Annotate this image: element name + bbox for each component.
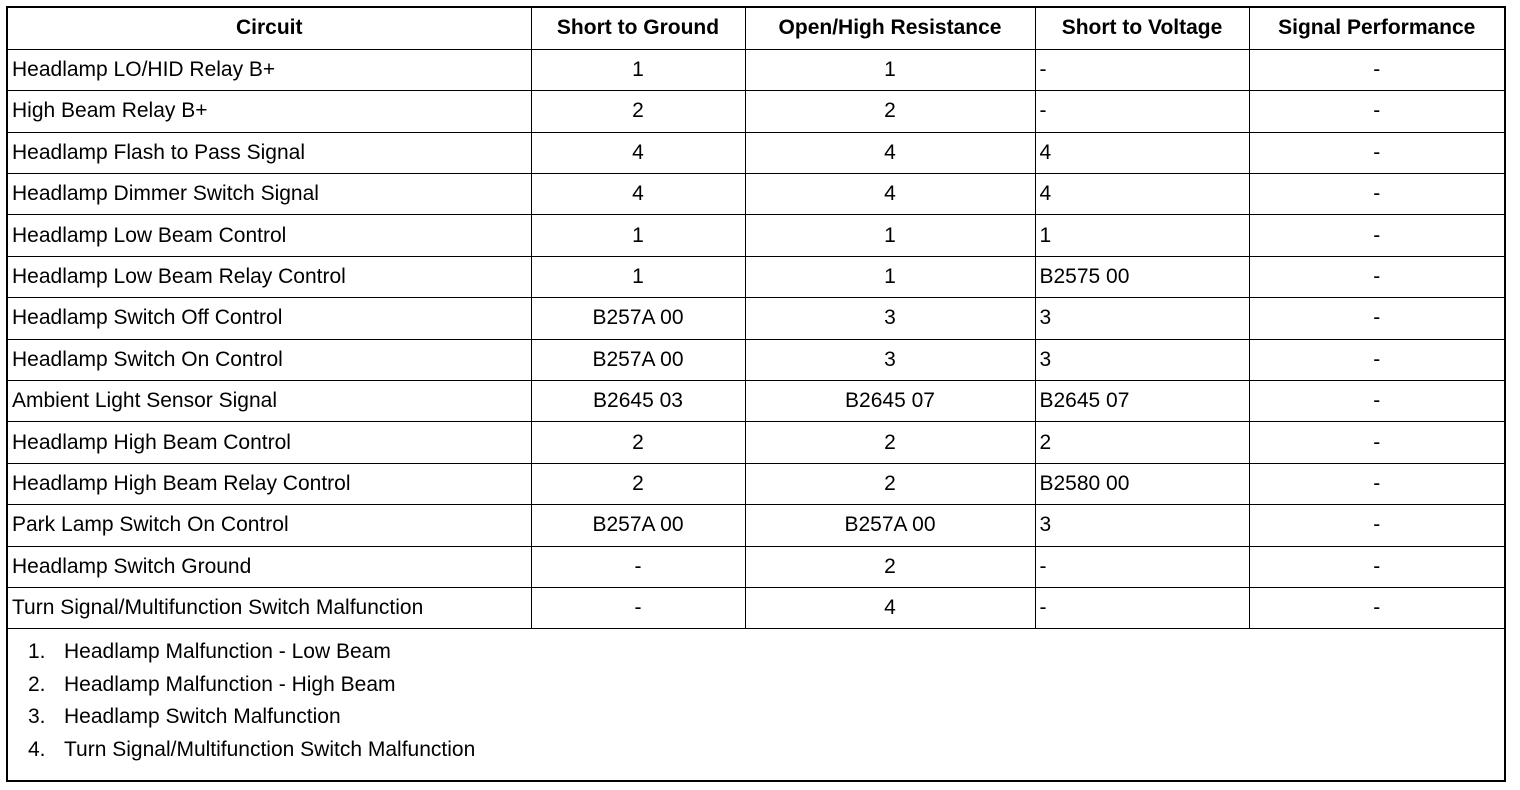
table-row: [8, 91, 1504, 132]
cell-short-to-ground: 4: [531, 174, 745, 215]
legend-item: [28, 734, 1504, 767]
table-row: [8, 298, 1504, 339]
cell-signal-performance: -: [1249, 256, 1504, 297]
legend-item: [28, 669, 1504, 702]
cell-short-to-ground: 2: [531, 91, 745, 132]
cell-signal-performance: -: [1249, 381, 1504, 422]
cell-signal-performance: -: [1249, 132, 1504, 173]
cell-signal-performance: -: [1249, 422, 1504, 463]
cell-signal-performance: -: [1249, 546, 1504, 587]
cell-short-to-ground: B2645 03: [531, 381, 745, 422]
cell-circuit: Turn Signal/Multifunction Switch Malfunction: [8, 587, 531, 628]
table-row: [8, 215, 1504, 256]
cell-circuit: Park Lamp Switch On Control: [8, 505, 531, 546]
cell-short-to-voltage: 1: [1035, 215, 1249, 256]
table-row: [8, 132, 1504, 173]
cell-short-to-voltage: 2: [1035, 422, 1249, 463]
cell-circuit: Headlamp Switch Ground: [8, 546, 531, 587]
header-circuit: Circuit: [8, 8, 531, 49]
header-open-high-resistance: Open/High Resistance: [745, 8, 1035, 49]
cell-circuit: Headlamp Switch On Control: [8, 339, 531, 380]
table-row: [8, 256, 1504, 297]
cell-short-to-voltage: B2580 00: [1035, 463, 1249, 504]
cell-signal-performance: -: [1249, 174, 1504, 215]
cell-short-to-voltage: 4: [1035, 132, 1249, 173]
cell-open-high-resistance: 4: [745, 587, 1035, 628]
cell-open-high-resistance: B2645 07: [745, 381, 1035, 422]
table-row: [8, 174, 1504, 215]
table-body: [8, 49, 1504, 628]
cell-short-to-ground: B257A 00: [531, 298, 745, 339]
cell-open-high-resistance: 4: [745, 174, 1035, 215]
table-row: [8, 339, 1504, 380]
cell-open-high-resistance: B257A 00: [745, 505, 1035, 546]
cell-open-high-resistance: 3: [745, 298, 1035, 339]
table-header-row: [8, 8, 1504, 49]
cell-circuit: Headlamp High Beam Relay Control: [8, 463, 531, 504]
legend-number: 1.: [28, 640, 46, 664]
cell-signal-performance: -: [1249, 215, 1504, 256]
cell-circuit: Headlamp Low Beam Control: [8, 215, 531, 256]
cell-short-to-ground: 1: [531, 49, 745, 90]
cell-short-to-voltage: 3: [1035, 505, 1249, 546]
legend-text: Headlamp Switch Malfunction: [64, 705, 341, 729]
legend-number: 4.: [28, 737, 46, 761]
table-row: [8, 505, 1504, 546]
table-row: [8, 587, 1504, 628]
legend-text: Turn Signal/Multifunction Switch Malfunction: [64, 737, 476, 761]
table-row: [8, 49, 1504, 90]
legend-text: Headlamp Malfunction - High Beam: [64, 672, 396, 696]
cell-open-high-resistance: 4: [745, 132, 1035, 173]
cell-short-to-ground: -: [531, 587, 745, 628]
cell-short-to-voltage: -: [1035, 587, 1249, 628]
cell-open-high-resistance: 2: [745, 422, 1035, 463]
cell-short-to-voltage: 3: [1035, 298, 1249, 339]
cell-circuit: Headlamp Flash to Pass Signal: [8, 132, 531, 173]
table-row: [8, 381, 1504, 422]
cell-short-to-ground: 1: [531, 215, 745, 256]
header-short-to-ground: Short to Ground: [531, 8, 745, 49]
cell-short-to-voltage: -: [1035, 49, 1249, 90]
cell-short-to-ground: B257A 00: [531, 505, 745, 546]
cell-short-to-voltage: 4: [1035, 174, 1249, 215]
cell-signal-performance: -: [1249, 587, 1504, 628]
dtc-document: [6, 6, 1506, 782]
cell-short-to-voltage: 3: [1035, 339, 1249, 380]
cell-signal-performance: -: [1249, 49, 1504, 90]
cell-short-to-ground: 2: [531, 422, 745, 463]
table-row: [8, 422, 1504, 463]
legend-item: [28, 636, 1504, 669]
cell-short-to-ground: 2: [531, 463, 745, 504]
cell-signal-performance: -: [1249, 298, 1504, 339]
cell-short-to-voltage: -: [1035, 91, 1249, 132]
cell-circuit: Headlamp Dimmer Switch Signal: [8, 174, 531, 215]
cell-circuit: High Beam Relay B+: [8, 91, 531, 132]
table-row: [8, 463, 1504, 504]
cell-short-to-voltage: B2645 07: [1035, 381, 1249, 422]
cell-circuit: Headlamp LO/HID Relay B+: [8, 49, 531, 90]
header-signal-performance: Signal Performance: [1249, 8, 1504, 49]
cell-circuit: Headlamp Low Beam Relay Control: [8, 256, 531, 297]
circuit-dtc-table: [8, 8, 1504, 629]
cell-signal-performance: -: [1249, 91, 1504, 132]
legend-list: [8, 629, 1504, 766]
legend-number: 2.: [28, 672, 46, 696]
cell-open-high-resistance: 1: [745, 49, 1035, 90]
cell-short-to-ground: 1: [531, 256, 745, 297]
cell-short-to-voltage: -: [1035, 546, 1249, 587]
cell-circuit: Headlamp Switch Off Control: [8, 298, 531, 339]
cell-signal-performance: -: [1249, 505, 1504, 546]
cell-open-high-resistance: 3: [745, 339, 1035, 380]
legend-number: 3.: [28, 705, 46, 729]
cell-open-high-resistance: 2: [745, 546, 1035, 587]
cell-open-high-resistance: 1: [745, 215, 1035, 256]
legend-item: [28, 701, 1504, 734]
header-short-to-voltage: Short to Voltage: [1035, 8, 1249, 49]
cell-signal-performance: -: [1249, 463, 1504, 504]
cell-short-to-voltage: B2575 00: [1035, 256, 1249, 297]
table-row: [8, 546, 1504, 587]
cell-circuit: Headlamp High Beam Control: [8, 422, 531, 463]
cell-open-high-resistance: 1: [745, 256, 1035, 297]
cell-short-to-ground: -: [531, 546, 745, 587]
cell-signal-performance: -: [1249, 339, 1504, 380]
cell-short-to-ground: 4: [531, 132, 745, 173]
cell-circuit: Ambient Light Sensor Signal: [8, 381, 531, 422]
cell-short-to-ground: B257A 00: [531, 339, 745, 380]
cell-open-high-resistance: 2: [745, 463, 1035, 504]
legend-text: Headlamp Malfunction - Low Beam: [64, 640, 391, 664]
cell-open-high-resistance: 2: [745, 91, 1035, 132]
